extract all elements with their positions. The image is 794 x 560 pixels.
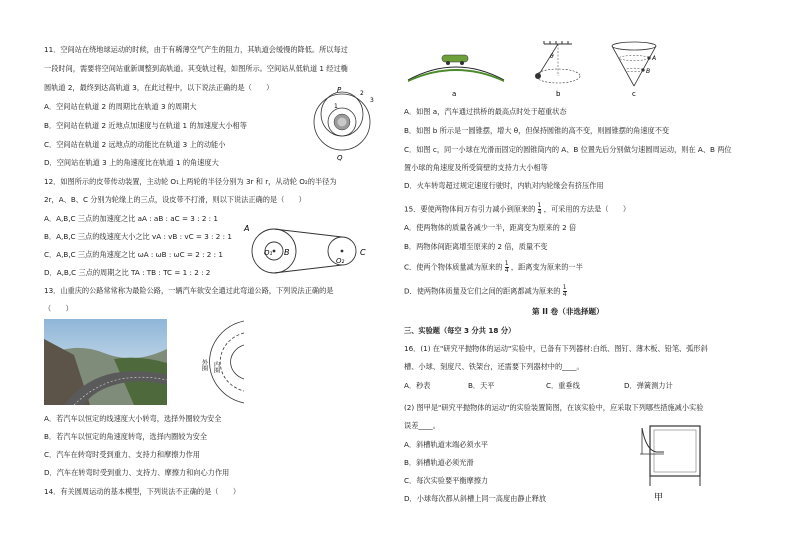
q15-option-b: B．两物体间距离增至原来的 2 倍，质量不变: [404, 242, 548, 251]
orbit-diagram: [310, 86, 380, 162]
arch-bridge-figure: [404, 40, 514, 98]
q12-option-c: C．A,B,C 三点的角速度之比 ωA : ωB : ωC = 2 : 2 : 1: [44, 250, 223, 259]
q16-p2-option-a: A．斜槽轨道末端必须水平: [404, 440, 488, 449]
fig-label-b: b: [556, 90, 561, 98]
belt-label-a: A: [244, 224, 250, 233]
belt-label-o2: O₂: [336, 257, 345, 265]
q16-line2: 槽、小球、刻度尺、铁架台，还需要下列器材中的____。: [404, 362, 584, 371]
conical-pendulum-figure: [516, 40, 600, 98]
q16-part2-line1: (2) 图甲是"研究平抛物体的运动"的实验装置简图，在该实验中，应采取下列哪些措施减小实验: [404, 403, 704, 412]
q16-p2-option-c: C．每次实验要平衡摩擦力: [404, 476, 489, 485]
belt-drive-diagram: [242, 219, 374, 279]
q11-line2: 一段时间，需要将空间站重新调整到高轨道。其变轨过程，如图所示。空间站从低轨道 1 经过椭: [44, 64, 348, 73]
belt-label-c: C: [360, 248, 366, 257]
cone-label-a: A: [652, 55, 657, 62]
orbit-label-3: 3: [370, 97, 374, 104]
orbit-label-p: P: [337, 86, 342, 94]
q16-option-c: C．重垂线: [546, 381, 580, 390]
q16-p2-option-b: B．斜槽轨道必须光滑: [404, 458, 474, 467]
orbit-label-1: 1: [334, 103, 338, 110]
orbit-label-q: Q: [337, 154, 343, 162]
q16-line1: 16．(1) 在"研究平抛物体的运动"实验中，已备有下列器材:白纸、图钉、薄木板、铅笔、弧形斜: [404, 344, 708, 353]
q15-option-d: D．使两物体质量及它们之间的距离都减为原来的 $\frac{1}{4}$: [404, 284, 567, 298]
q13-line1: 13．山重庆的公路常常称为最险公路，一辆汽车欲安全通过此弯道公路，下列说法正确的是: [44, 286, 334, 295]
q15-stem-a: 15．要使两物体间万有引力减小到原来的: [404, 204, 536, 214]
fig-label-c: c: [632, 90, 636, 98]
projectile-apparatus-figure: [636, 424, 702, 504]
q14-option-c-line2: 置小球的角速度及所受筒壁的支持力大小相等: [404, 163, 548, 172]
curve-label-inner: 内圈: [212, 361, 220, 373]
mountain-road-photo: [44, 319, 167, 405]
q15-stem: [404, 203, 630, 216]
cone-funnel-figure: [604, 40, 664, 98]
q13-option-a: A．若汽车以恒定的线速度大小转弯，选择外圈较为安全: [44, 414, 222, 423]
cone-label-b: B: [646, 68, 651, 75]
q14-option-a: A．如图 a，汽车通过拱桥的最高点时处于超重状态: [404, 107, 567, 116]
q16-p2-option-d: D．小球每次都从斜槽上同一高度由静止释放: [404, 494, 547, 503]
q15-stem-b: ，可采用的方法是（ ）: [543, 204, 631, 214]
q11-option-d: D．空间站在轨道 3 上的角速度比在轨道 1 的角速度大: [44, 158, 219, 167]
belt-label-o1: O₁: [264, 249, 273, 257]
q14-line1: 14．有关圆周运动的基本模型，下列说法不正确的是（ ）: [44, 487, 241, 496]
q16-option-a: A．秒表: [404, 381, 431, 390]
q12-option-d: D．A,B,C 三点的周期之比 TA : TB : TC = 1 : 2 : 2: [44, 268, 211, 277]
q12-line1: 12．如图所示的皮带传动装置，主动轮 O₁上两轮的半径分别为 3r 和 r，从动轮 O₂的半径为: [44, 177, 337, 186]
q16-part2-line2: 误差____。: [404, 421, 440, 430]
q13-option-d: D．汽车在转弯时受到重力、支持力、摩擦力和向心力作用: [44, 468, 230, 477]
q15-option-c: C．使两个物体质量减为原来的 $\frac{1}{4}$ ，距离变为原来的一半: [404, 260, 583, 274]
q11-option-b: B．空间站在轨道 2 近地点加速度与在轨道 1 的加速度大小相等: [44, 121, 247, 130]
q16-option-b: B．天平: [468, 381, 495, 390]
q13-option-c: C．汽车在转弯时受到重力、支持力和摩擦力作用: [44, 450, 200, 459]
q14-option-b: B．如图 b 所示是一圆锥摆，增大 θ，但保持圆锥的高不变，则圆锥摆的角速度不变: [404, 126, 670, 135]
part-two-title: 第 II 卷（非选择题）: [532, 307, 604, 316]
apparatus-label: 甲: [654, 493, 664, 503]
q15-option-a: A．使两物体的质量各减少一半，距离变为原来的 2 倍: [404, 223, 577, 232]
fig-label-theta: θ: [550, 53, 554, 60]
q14-option-c-line1: C．如图 c，同一小球在光滑而固定的圆锥筒内的 A、B 位置先后分别做匀速圆周运动，则在 A、B 两位: [404, 145, 732, 154]
belt-label-b: B: [284, 248, 290, 257]
q12-option-a: A．A,B,C 三点的加速度之比 aA : aB : aC = 3 : 2 : 1: [44, 214, 218, 223]
q15-fraction: $\frac{1}{4}$: [537, 202, 542, 216]
fig-label-a: a: [452, 90, 457, 98]
curve-label-outer: 外圈: [200, 359, 208, 371]
q11-line1: 11．空间站在绕地球运动的时候，由于有稀薄空气产生的阻力，其轨道会缓慢的降低。所以每过: [44, 45, 348, 54]
q13-line2: （ ）: [44, 304, 73, 313]
q11-option-c: C．空间站在轨道 2 远地点的动能比在轨道 3 上的动能小: [44, 140, 226, 149]
q12-option-b: B．A,B,C 三点的线速度大小之比 vA : vB : vC = 3 : 2 : 1: [44, 232, 232, 241]
orbit-label-2: 2: [360, 90, 364, 97]
q14-option-d: D．火车转弯超过规定速度行驶时，内轨对内轮缘会有挤压作用: [404, 181, 604, 190]
q11-line3: 圆轨道 2，最终到达高轨道 3，在此过程中，以下说法正确的是（ ）: [44, 83, 274, 92]
q11-option-a: A．空间站在轨道 2 的周期比在轨道 3 的周期大: [44, 102, 197, 111]
curve-lanes-diagram: [180, 319, 244, 405]
q15-c-fraction: $\frac{1}{4}$: [504, 260, 509, 274]
q13-option-b: B．若汽车以恒定的角速度转弯，选择内圈较为安全: [44, 432, 208, 441]
section-three-title: 三、实验题（每空 3 分共 18 分）: [404, 326, 516, 335]
q16-option-d: D．弹簧测力计: [624, 381, 673, 390]
q12-line2: 2r，A、B、C 分别为轮缘上的三点，设皮带不打滑，则以下说法正确的是（ ）: [44, 195, 306, 204]
q15-d-fraction: $\frac{1}{4}$: [562, 284, 567, 298]
